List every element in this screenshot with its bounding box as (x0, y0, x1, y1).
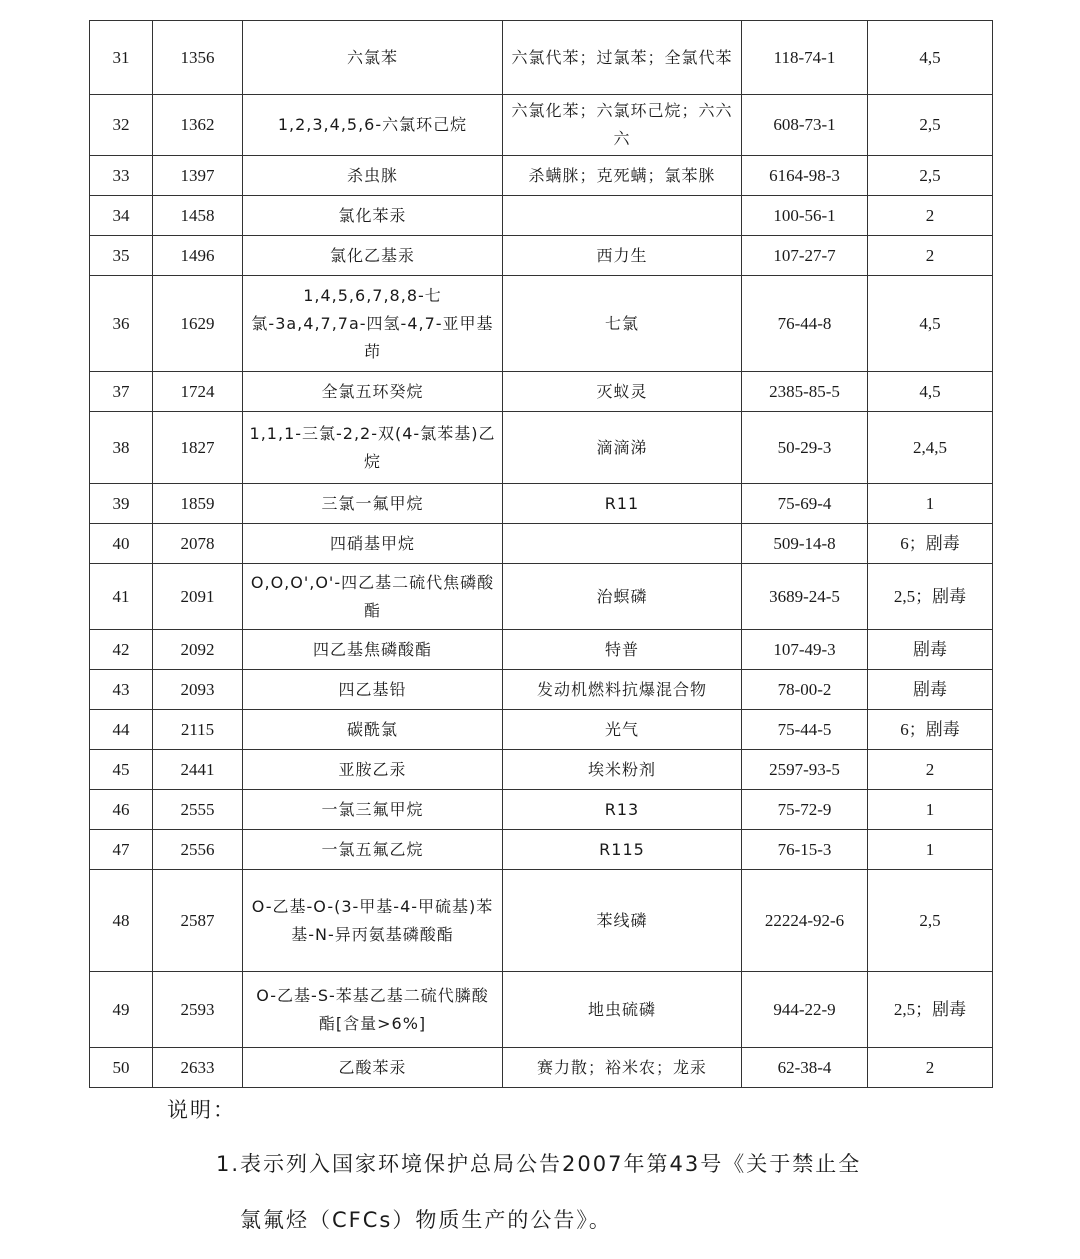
chemical-alias: 西力生 (503, 236, 742, 276)
row-code: 1496 (153, 236, 243, 276)
chemical-alias: R13 (503, 790, 742, 830)
remark: 2 (868, 750, 993, 790)
chemical-alias: R115 (503, 830, 742, 870)
remark: 4,5 (868, 21, 993, 95)
cas-number: 76-44-8 (742, 276, 868, 372)
chemical-alias: R11 (503, 484, 742, 524)
row-number: 50 (90, 1048, 153, 1088)
note-item-1-line-1: 1.表示列入国家环境保护总局公告2007年第43号《关于禁止全 (216, 1152, 862, 1176)
remark: 2 (868, 236, 993, 276)
remark: 1 (868, 830, 993, 870)
row-code: 2092 (153, 630, 243, 670)
cas-number: 75-69-4 (742, 484, 868, 524)
remark: 2,4,5 (868, 412, 993, 484)
table-row (90, 830, 993, 870)
table-row (90, 484, 993, 524)
row-code: 1458 (153, 196, 243, 236)
table-row (90, 524, 993, 564)
cas-number: 75-72-9 (742, 790, 868, 830)
chemical-name: O-乙基-O-(3-甲基-4-甲硫基)苯基-N-异丙氨基磷酸酯 (243, 870, 503, 972)
cas-number: 22224-92-6 (742, 870, 868, 972)
cas-number: 62-38-4 (742, 1048, 868, 1088)
row-number: 36 (90, 276, 153, 372)
chemical-name: 一氯三氟甲烷 (243, 790, 503, 830)
table-row (90, 95, 993, 156)
row-number: 35 (90, 236, 153, 276)
chemical-name: O-乙基-S-苯基乙基二硫代膦酸酯[含量>6%] (243, 972, 503, 1048)
chemical-name: 1,4,5,6,7,8,8-七氯-3a,4,7,7a-四氢-4,7-亚甲基茚 (243, 276, 503, 372)
chemical-alias: 六氯代苯；过氯苯；全氯代苯 (503, 21, 742, 95)
table-row (90, 630, 993, 670)
row-number: 49 (90, 972, 153, 1048)
table-row (90, 670, 993, 710)
remark: 2,5 (868, 95, 993, 156)
chemical-name: 全氯五环癸烷 (243, 372, 503, 412)
row-number: 37 (90, 372, 153, 412)
row-code: 2091 (153, 564, 243, 630)
table-row (90, 790, 993, 830)
cas-number: 107-49-3 (742, 630, 868, 670)
chemical-name: 氯化苯汞 (243, 196, 503, 236)
chemical-name: 亚胺乙汞 (243, 750, 503, 790)
row-number: 45 (90, 750, 153, 790)
chemical-name: 乙酸苯汞 (243, 1048, 503, 1088)
chemical-table (89, 20, 993, 1088)
row-number: 38 (90, 412, 153, 484)
cas-number: 3689-24-5 (742, 564, 868, 630)
cas-number: 944-22-9 (742, 972, 868, 1048)
remark: 2,5 (868, 870, 993, 972)
cas-number: 2597-93-5 (742, 750, 868, 790)
row-code: 1629 (153, 276, 243, 372)
table-row (90, 750, 993, 790)
cas-number: 75-44-5 (742, 710, 868, 750)
row-number: 41 (90, 564, 153, 630)
row-number: 40 (90, 524, 153, 564)
remark: 4,5 (868, 276, 993, 372)
row-code: 2593 (153, 972, 243, 1048)
row-code: 2093 (153, 670, 243, 710)
remark: 剧毒 (868, 670, 993, 710)
row-code: 2633 (153, 1048, 243, 1088)
remark: 剧毒 (868, 630, 993, 670)
chemical-alias: 六氯化苯；六氯环己烷；六六六 (503, 95, 742, 156)
row-number: 33 (90, 156, 153, 196)
remark: 6；剧毒 (868, 524, 993, 564)
row-number: 31 (90, 21, 153, 95)
note-item-1-line-2: 氯氟烃（CFCs）物质生产的公告》。 (240, 1208, 612, 1232)
cas-number: 107-27-7 (742, 236, 868, 276)
chemical-alias: 埃米粉剂 (503, 750, 742, 790)
row-code: 2555 (153, 790, 243, 830)
row-code: 1362 (153, 95, 243, 156)
table-row (90, 972, 993, 1048)
table-row (90, 1048, 993, 1088)
chemical-name: 六氯苯 (243, 21, 503, 95)
row-code: 1724 (153, 372, 243, 412)
row-number: 42 (90, 630, 153, 670)
row-number: 39 (90, 484, 153, 524)
chemical-name: 氯化乙基汞 (243, 236, 503, 276)
chemical-name: O,O,O',O'-四乙基二硫代焦磷酸酯 (243, 564, 503, 630)
row-code: 1827 (153, 412, 243, 484)
table-row (90, 21, 993, 95)
remark: 6；剧毒 (868, 710, 993, 750)
cas-number: 78-00-2 (742, 670, 868, 710)
table-row (90, 156, 993, 196)
chemical-alias: 发动机燃料抗爆混合物 (503, 670, 742, 710)
cas-number: 118-74-1 (742, 21, 868, 95)
table-row (90, 372, 993, 412)
remark: 2 (868, 1048, 993, 1088)
table-row (90, 710, 993, 750)
chemical-alias: 滴滴涕 (503, 412, 742, 484)
chemical-alias (503, 196, 742, 236)
chemical-alias: 特普 (503, 630, 742, 670)
row-number: 46 (90, 790, 153, 830)
row-code: 2556 (153, 830, 243, 870)
row-number: 44 (90, 710, 153, 750)
row-code: 2078 (153, 524, 243, 564)
remark: 2,5；剧毒 (868, 972, 993, 1048)
row-code: 2587 (153, 870, 243, 972)
row-code: 1397 (153, 156, 243, 196)
table-row (90, 276, 993, 372)
chemical-alias: 杀螨脒；克死螨；氯苯脒 (503, 156, 742, 196)
table-body (90, 21, 993, 1088)
cas-number: 608-73-1 (742, 95, 868, 156)
chemical-name: 三氯一氟甲烷 (243, 484, 503, 524)
remark: 4,5 (868, 372, 993, 412)
chemical-name: 碳酰氯 (243, 710, 503, 750)
cas-number: 76-15-3 (742, 830, 868, 870)
chemical-name: 四乙基焦磷酸酯 (243, 630, 503, 670)
table-row (90, 412, 993, 484)
row-code: 2115 (153, 710, 243, 750)
remark: 2,5；剧毒 (868, 564, 993, 630)
cas-number: 100-56-1 (742, 196, 868, 236)
table-row (90, 196, 993, 236)
chemical-name: 1,1,1-三氯-2,2-双(4-氯苯基)乙烷 (243, 412, 503, 484)
row-number: 47 (90, 830, 153, 870)
cas-number: 2385-85-5 (742, 372, 868, 412)
cas-number: 509-14-8 (742, 524, 868, 564)
chemical-alias: 光气 (503, 710, 742, 750)
chemical-name: 四乙基铅 (243, 670, 503, 710)
row-number: 32 (90, 95, 153, 156)
row-code: 1356 (153, 21, 243, 95)
chemical-alias: 七氯 (503, 276, 742, 372)
chemical-alias: 赛力散；裕米农；龙汞 (503, 1048, 742, 1088)
row-number: 48 (90, 870, 153, 972)
cas-number: 6164-98-3 (742, 156, 868, 196)
cas-number: 50-29-3 (742, 412, 868, 484)
notes-heading: 说明： (167, 1098, 236, 1122)
remark: 2,5 (868, 156, 993, 196)
row-code: 1859 (153, 484, 243, 524)
table-row (90, 870, 993, 972)
table-row (90, 236, 993, 276)
remark: 2 (868, 196, 993, 236)
remark: 1 (868, 484, 993, 524)
chemical-alias: 地虫硫磷 (503, 972, 742, 1048)
chemical-name: 一氯五氟乙烷 (243, 830, 503, 870)
chemical-alias: 灭蚁灵 (503, 372, 742, 412)
remark: 1 (868, 790, 993, 830)
chemical-alias (503, 524, 742, 564)
chemical-name: 四硝基甲烷 (243, 524, 503, 564)
chemical-name: 1,2,3,4,5,6-六氯环己烷 (243, 95, 503, 156)
chemical-alias: 治螟磷 (503, 564, 742, 630)
table-row (90, 564, 993, 630)
chemical-alias: 苯线磷 (503, 870, 742, 972)
row-number: 34 (90, 196, 153, 236)
row-number: 43 (90, 670, 153, 710)
chemical-name: 杀虫脒 (243, 156, 503, 196)
row-code: 2441 (153, 750, 243, 790)
